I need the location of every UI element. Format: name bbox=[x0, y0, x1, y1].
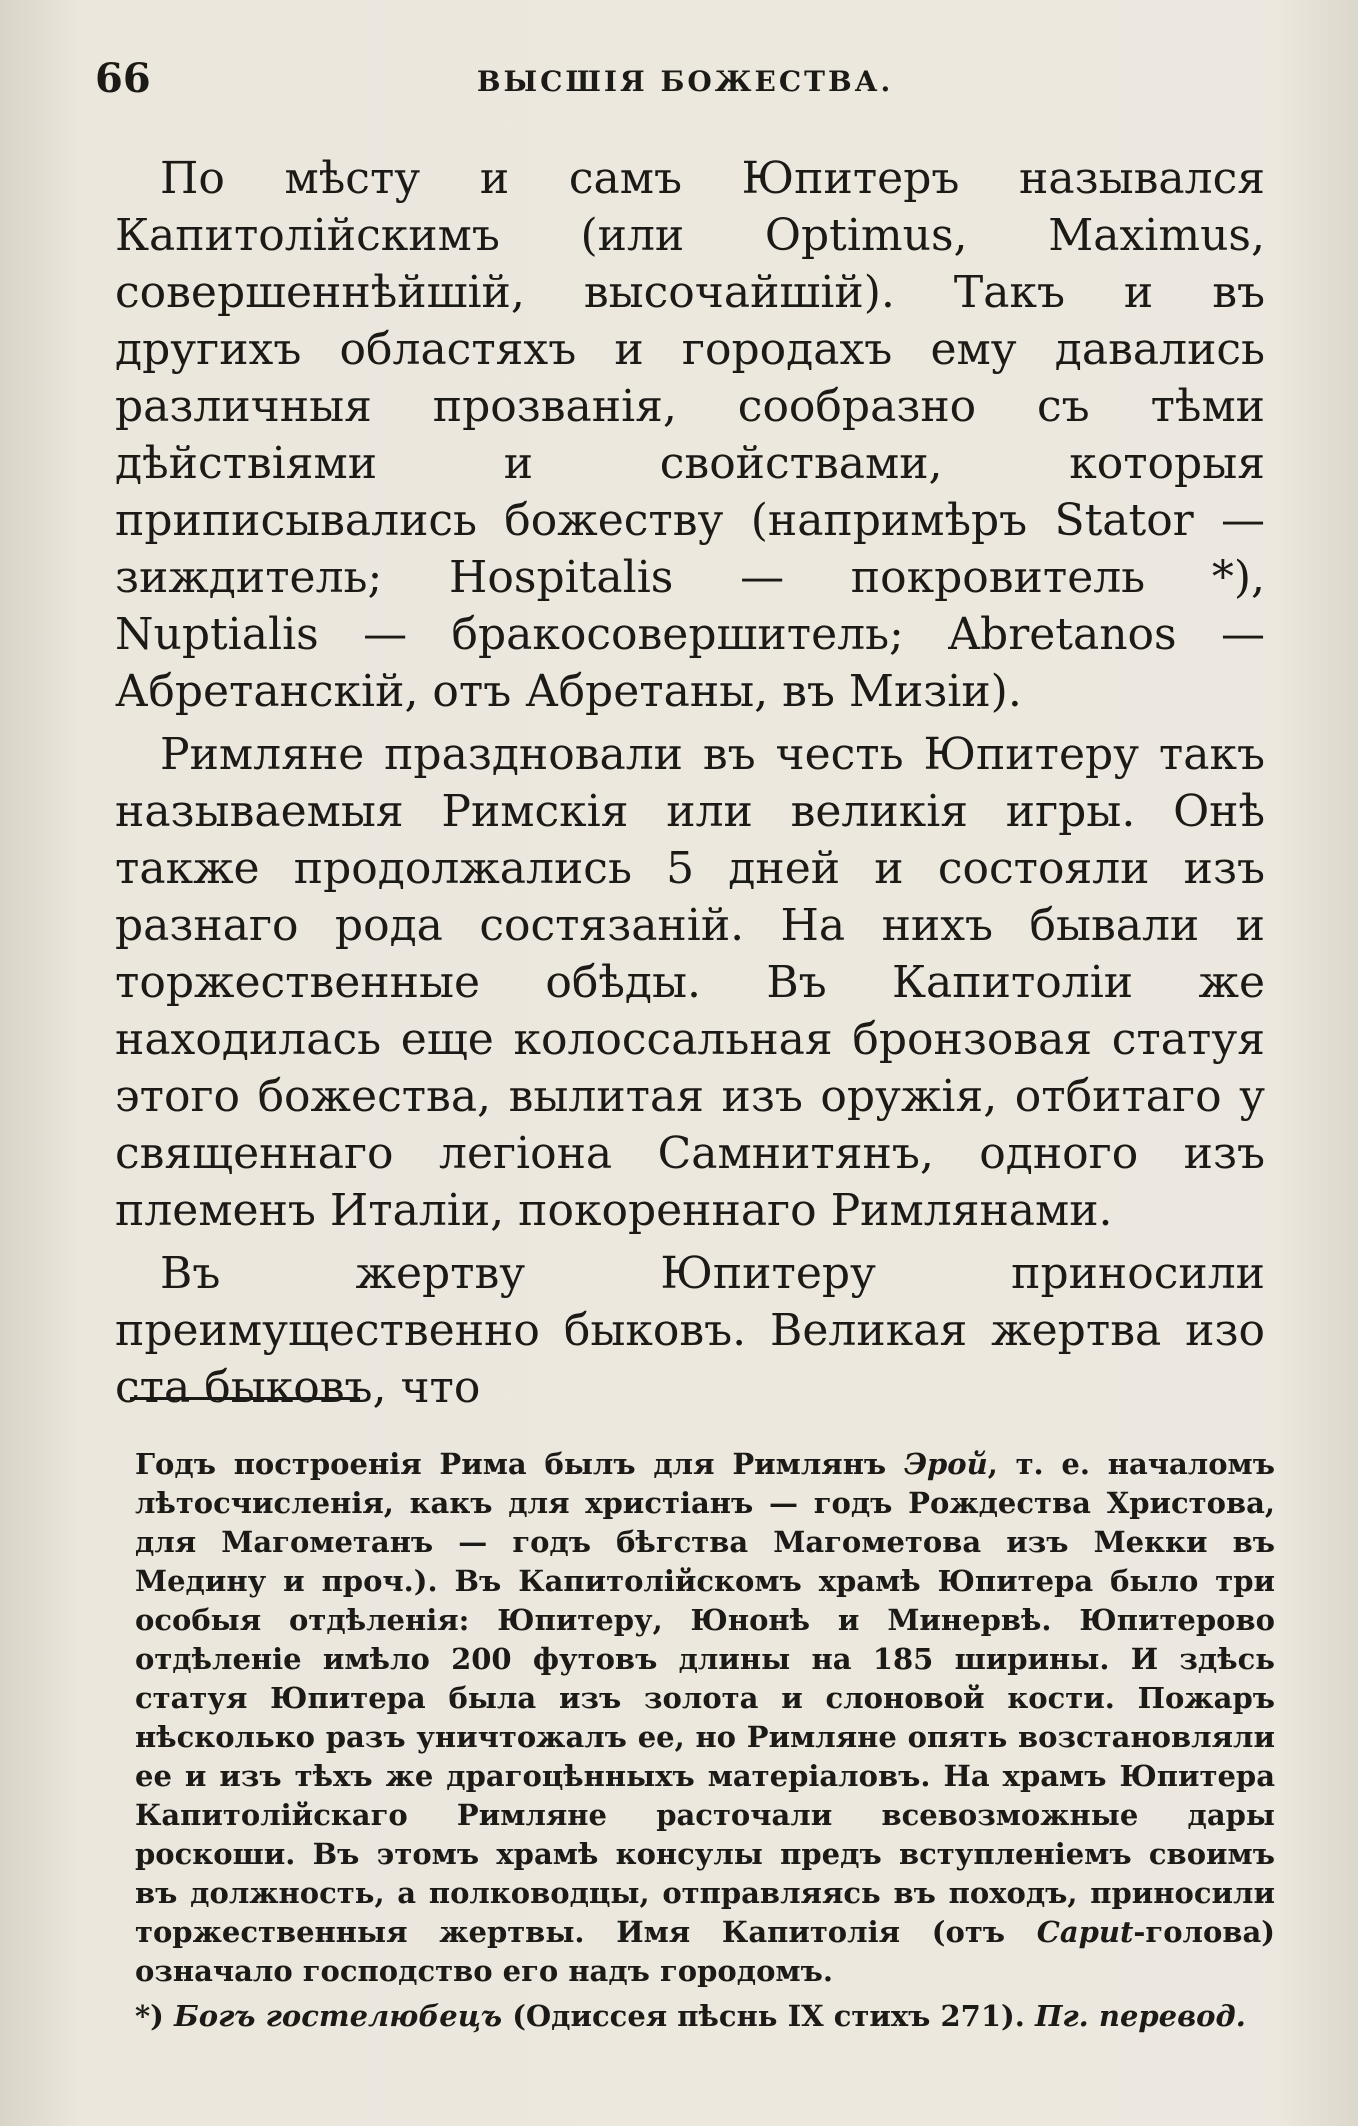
page-header bbox=[95, 55, 1275, 115]
paragraph: Въ жертву Юпитеру приносили преимущественно быковъ. Великая жертва изо ста быковъ, что bbox=[115, 1248, 1265, 1413]
paragraph: Римляне праздновали въ честь Юпитеру такъ называемыя Римскія или великія игры. Онѣ также продолжались 5 дней и состояли изъ разнаго рода состязаній. На нихъ бывали и торжественные обѣды. Въ Капитоліи же находилась еще колоссальная бронзовая статуя этого божества, вылитая изъ оружія, отбитаго у священнаго легіона Самнитянъ, одного изъ племенъ Италіи, покореннаго Римлянами. bbox=[115, 729, 1265, 1236]
footnote-asterisk: *) Богъ гостелюбецъ (Одиссея пѣснь IX стихъ 271). Пг. перевод. bbox=[135, 1999, 1246, 2033]
footnote-main: Годъ построенія Рима былъ для Римлянъ Эрой, т. е. началомъ лѣтосчисленія, какъ для христіанъ — годъ Рождества Христова, для Магометанъ — годъ бѣгства Магометова изъ Мекки въ Медину и проч.). Въ Капитолійскомъ храмѣ Юпитера было три особыя отдѣленія: Юпитеру, Юнонѣ и Минервѣ. Юпитерово отдѣленіе имѣло 200 футовъ длины на 185 ширины. И здѣсь статуя Юпитера была изъ золота и слоновой кости. Пожаръ нѣсколько разъ уничтожалъ ее, но Римляне опять возстановляли ее и изъ тѣхъ же драгоцѣнныхъ матеріаловъ. На храмъ Юпитера Капитолійскаго Римляне расточали всевозможные дары роскоши. Въ этомъ храмѣ консулы предъ вступленіемъ своимъ въ должность, а полководцы, отправляясь въ походъ, приносили торжественныя жертвы. Имя Капитолія (отъ Caput-голова) означало господство его надъ городомъ. bbox=[135, 1447, 1275, 1988]
footnote-divider bbox=[130, 1397, 360, 1400]
page-number: 66 bbox=[95, 55, 151, 102]
footnotes bbox=[135, 1445, 1275, 2036]
paragraph: По мѣсту и самъ Юпитеръ назывался Капитолійскимъ (или Optimus, Maximus, совершеннѣйшій, высочайшій). Такъ и въ другихъ областяхъ и городахъ ему давались различныя прозванія, сообразно съ тѣми дѣйствіями и свойствами, которыя приписывались божеству (напримѣръ Stator — зиждитель; Hospitalis — покровитель *), Nuptialis — бракосовершитель; Abretanos — Абретанскій, отъ Абретаны, въ Мизіи). bbox=[115, 153, 1265, 717]
running-title: ВЫСШІЯ БОЖЕСТВА. bbox=[476, 65, 894, 98]
main-text bbox=[115, 150, 1265, 1422]
